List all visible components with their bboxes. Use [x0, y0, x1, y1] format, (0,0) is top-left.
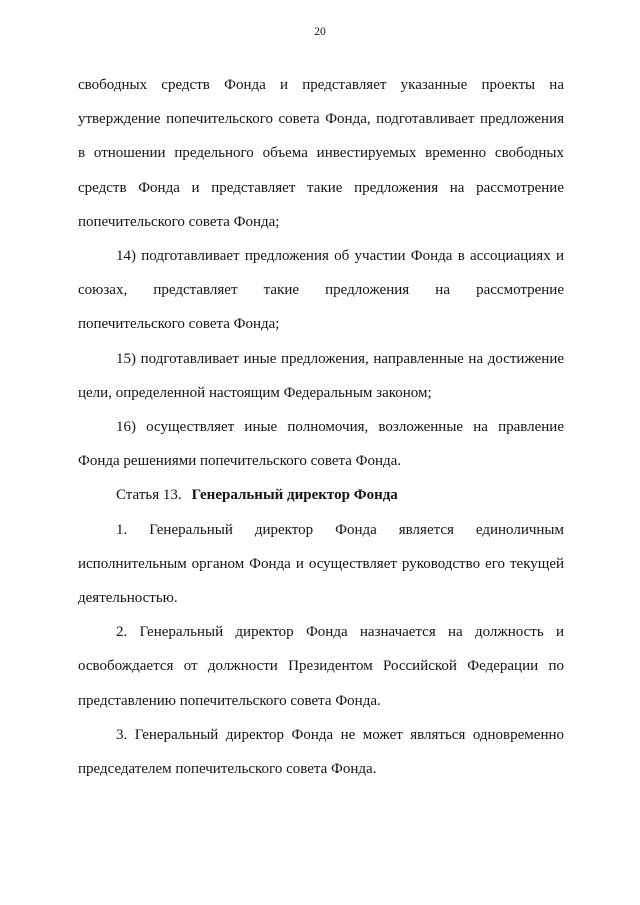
text-line: союзах, представляет такие предложения на рассмотрение — [78, 282, 564, 299]
text-line: 1. Генеральный директор Фонда является единоличным — [116, 521, 564, 538]
list-item-16 — [78, 410, 564, 478]
text-line: представлению попечительского совета Фонда. — [78, 692, 381, 709]
text-line: освобождается от должности Президентом Российской Федерации по — [78, 658, 564, 675]
page-number: 20 — [314, 26, 326, 38]
list-item-14 — [78, 239, 564, 342]
article-heading — [78, 478, 564, 512]
text-line: 14) подготавливает предложения об участии Фонда в ассоциациях и — [116, 248, 564, 265]
text-line: свободных средств Фонда и представляет указанные проекты на — [78, 77, 564, 93]
paragraph-continuation — [78, 68, 564, 239]
text-line: 15) подготавливает иные предложения, направленные на достижение — [116, 350, 564, 367]
text-line: в отношении предельного объема инвестируемых временно свободных — [78, 145, 564, 162]
article-paragraph-3 — [78, 718, 564, 786]
article-title: Генеральный директор Фонда — [191, 487, 398, 504]
text-line: попечительского совета Фонда; — [78, 316, 280, 333]
article-paragraph-2 — [78, 615, 564, 718]
text-line: исполнительным органом Фонда и осуществляет руководство его текущей — [78, 555, 564, 572]
document-body — [78, 68, 564, 786]
text-line: цели, определенной настоящим Федеральным законом; — [78, 384, 432, 401]
text-line: деятельностью. — [78, 590, 178, 607]
text-line: Фонда решениями попечительского совета Фонда. — [78, 453, 402, 470]
text-line: 3. Генеральный директор Фонда не может являться одновременно — [116, 726, 564, 743]
article-number: Статья 13. — [116, 487, 182, 504]
list-item-15 — [78, 342, 564, 410]
text-line: 2. Генеральный директор Фонда назначается на должность и — [116, 624, 564, 641]
article-paragraph-1 — [78, 513, 564, 616]
text-line: председателем попечительского совета Фонда. — [78, 761, 377, 778]
text-line: попечительского совета Фонда; — [78, 213, 280, 230]
text-line: 16) осуществляет иные полномочия, возложенные на правление — [116, 419, 564, 436]
text-line: средств Фонда и представляет такие предложения на рассмотрение — [78, 179, 564, 196]
text-line: утверждение попечительского совета Фонда, подготавливает предложения — [78, 111, 564, 128]
